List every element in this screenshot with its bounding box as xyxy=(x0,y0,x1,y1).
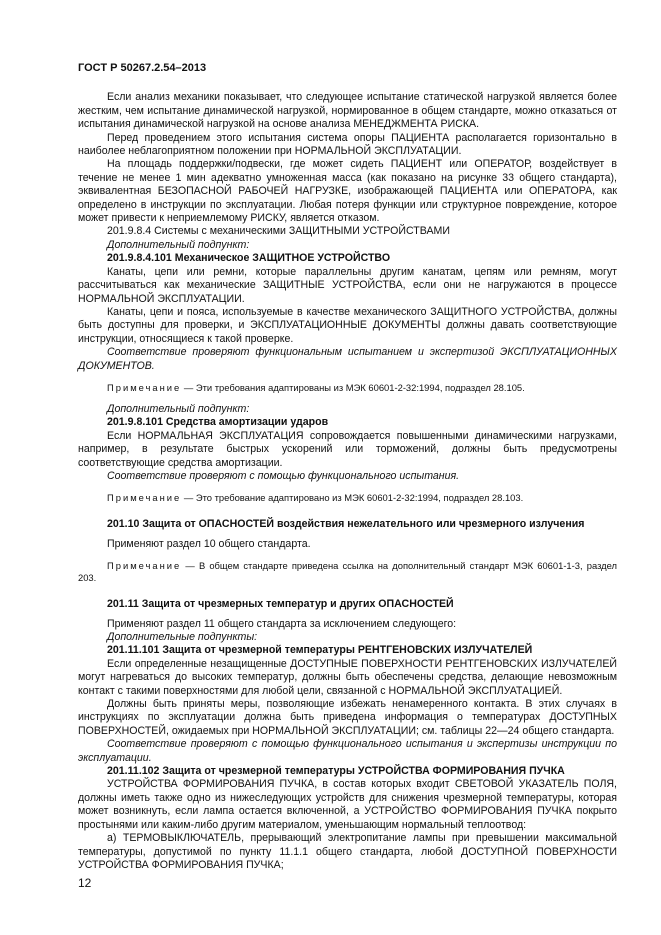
list-item-a-thermal-switch: а) ТЕРМОВЫКЛЮЧАТЕЛЬ, прерывающий электропитание лампы при превышении максимальной температуры, допустимой по пункту 11.1.1 общего стандарта, любой ДОСТУПНОЙ ПОВЕРХНОСТИ УСТРОЙСТВА ФОРМИРОВАНИЯ ПУЧКА; xyxy=(78,832,617,871)
paragraph-xray-surfaces: Если определенные незащищенные ДОСТУПНЫЕ ПОВЕРХНОСТИ РЕНТГЕНОВСКИХ ИЗЛУЧАТЕЛЕЙ могут нагреваться до высоких температур, должны быть обеспечены средства, делающие невозможным контакт с такими поверхностями для любой цели, связанной с НОРМАЛЬНОЙ ЭКСПЛУАТАЦИЕЙ. xyxy=(78,657,617,697)
compliance-statement: Соответствие проверяют с помощью функционального испытания. xyxy=(107,469,460,482)
note-label: Примечание xyxy=(107,492,182,504)
note-text: — В общем стандарте приведена ссылка на дополнительный стандарт МЭК 60601-1-3, раздел 203. xyxy=(78,560,617,584)
paragraph-shock-absorption: Если НОРМАЛЬНАЯ ЭКСПЛУАТАЦИЯ сопровождается повышенными динамическими нагрузками, например, в результате быстрых ускорений или торможений, должны быть предусмотрены соответствующие средства амортизации. xyxy=(78,429,617,469)
paragraph-test-position: Перед проведением этого испытания система опоры ПАЦИЕНТА располагается горизонтально в наиболее неблагоприятном положении при НОРМАЛЬНОЙ ЭКСПЛУАТАЦИИ. xyxy=(78,131,617,158)
clause-201-10: 201.10 Защита от ОПАСНОСТЕЙ воздействия нежелательного или чрезмерного излучения xyxy=(107,518,585,531)
paragraph-static-load: Если анализ механики показывает, что следующее испытание статической нагрузкой является более жестким, чем испытание динамической нагрузкой, нормированное в общем стандарте, можно отказаться от испытания динамической нагрузкой на основе анализа МЕНЕДЖМЕНТА РИСКА. xyxy=(78,91,617,131)
note-text: — Это требование адаптировано из МЭК 60601-2-32:1994, подраздел 28.103. xyxy=(183,492,524,504)
compliance-statement: Соответствие проверяют с помощью функционального испытания и экспертизы инструкции по эксплуатации. xyxy=(78,738,617,764)
clause-201-9-8-4: 201.9.8.4 Системы с механическими ЗАЩИТНЫМИ УСТРОЙСТВАМИ xyxy=(107,225,450,238)
clause-201-11-102: 201.11.102 Защита от чрезмерной температуры УСТРОЙСТВА ФОРМИРОВАНИЯ ПУЧКА xyxy=(107,765,565,778)
additional-subclause-label: Дополнительный подпункт: xyxy=(107,402,250,415)
paragraph-apply-section-10: Применяют раздел 10 общего стандарта. xyxy=(107,537,311,550)
clause-201-11: 201.11 Защита от чрезмерных температур и других ОПАСНОСТЕЙ xyxy=(107,598,454,611)
note-iec-60601-1-3 xyxy=(78,560,617,584)
additional-subclause-label: Дополнительный подпункт: xyxy=(107,238,250,251)
page-number: 12 xyxy=(78,876,92,890)
note-iec-28-105 xyxy=(78,382,617,394)
paragraph-beam-limiting: УСТРОЙСТВА ФОРМИРОВАНИЯ ПУЧКА, в состав которых входит СВЕТОВОЙ УКАЗАТЕЛЬ ПОЛЯ, должны иметь также одно из нижеследующих устройств для снижения чрезмерной температуры, которая может возникнуть, если лампа остается включенной, а УСТРОЙСТВО ФОРМИРОВАНИЯ ПУЧКА покрыто простынями или каким-либо другим материалом, уменьшающим нормальный теплоотвод: xyxy=(78,778,617,831)
note-text: — Эти требования адаптированы из МЭК 60601-2-32:1994, подраздел 28.105. xyxy=(183,381,525,393)
note-iec-28-103 xyxy=(78,492,617,504)
paragraph-ropes-chains: Канаты, цепи или ремни, которые параллельны другим канатам, цепям или ремням, могут рассчитываться как механические ЗАЩИТНЫЕ УСТРОЙСТВА, если они не нагружаются в процессе НОРМАЛЬНОЙ ЭКСПЛУАТАЦИИ. xyxy=(78,265,617,305)
paragraph-contact-measures: Должны быть приняты меры, позволяющие избежать ненамеренного контакта. В этих случаях в инструкциях по эксплуатации должна быть приведена информация о температурах ДОСТУПНЫХ ПОВЕРХНОСТЕЙ, ожидаемых при НОРМАЛЬНОЙ ЭКСПЛУАТАЦИИ; см. таблицы 22—24 общего стандарта. xyxy=(78,698,617,737)
compliance-statement: Соответствие проверяют функциональным испытанием и экспертизой ЭКСПЛУАТАЦИОННЫХ ДОКУМЕНТОВ. xyxy=(78,346,617,372)
standard-header: ГОСТ Р 50267.2.54–2013 xyxy=(78,62,207,74)
clause-201-11-101: 201.11.101 Защита от чрезмерной температуры РЕНТГЕНОВСКИХ ИЗЛУЧАТЕЛЕЙ xyxy=(107,644,533,657)
clause-201-9-8-4-101: 201.9.8.4.101 Механическое ЗАЩИТНОЕ УСТРОЙСТВО xyxy=(107,252,391,265)
paragraph-apply-section-11: Применяют раздел 11 общего стандарта за исключением следующего: xyxy=(107,617,457,630)
paragraph-inspection: Канаты, цепи и пояса, используемые в качестве механического ЗАЩИТНОГО УСТРОЙСТВА, должны быть доступны для проверки, и ЭКСПЛУАТАЦИОННЫЕ ДОКУМЕНТЫ должны давать соответствующие инструкции, относящиеся к такой проверке. xyxy=(78,305,617,345)
additional-subclauses-label: Дополнительные подпункты: xyxy=(107,631,258,643)
note-label: Примечание xyxy=(107,381,182,393)
note-label: Примечание xyxy=(107,560,182,572)
paragraph-load-mass: На площадь поддержки/подвески, где может сидеть ПАЦИЕНТ или ОПЕРАТОР, воздействует в течение не менее 1 мин адекватно умноженная масса (как показано на рисунке 33 общего стандарта), эквивалентная БЕЗОПАСНОЙ РАБОЧЕЙ НАГРУЗКЕ, изображающей ПАЦИЕНТА или ОПЕРАТОРА, как определено в инструкции по эксплуатации. Любая потеря функции или структурное повреждение, которое может привести к неприемлемому РИСКУ, является отказом. xyxy=(78,158,617,225)
clause-201-9-8-101: 201.9.8.101 Средства амортизации ударов xyxy=(107,416,329,429)
